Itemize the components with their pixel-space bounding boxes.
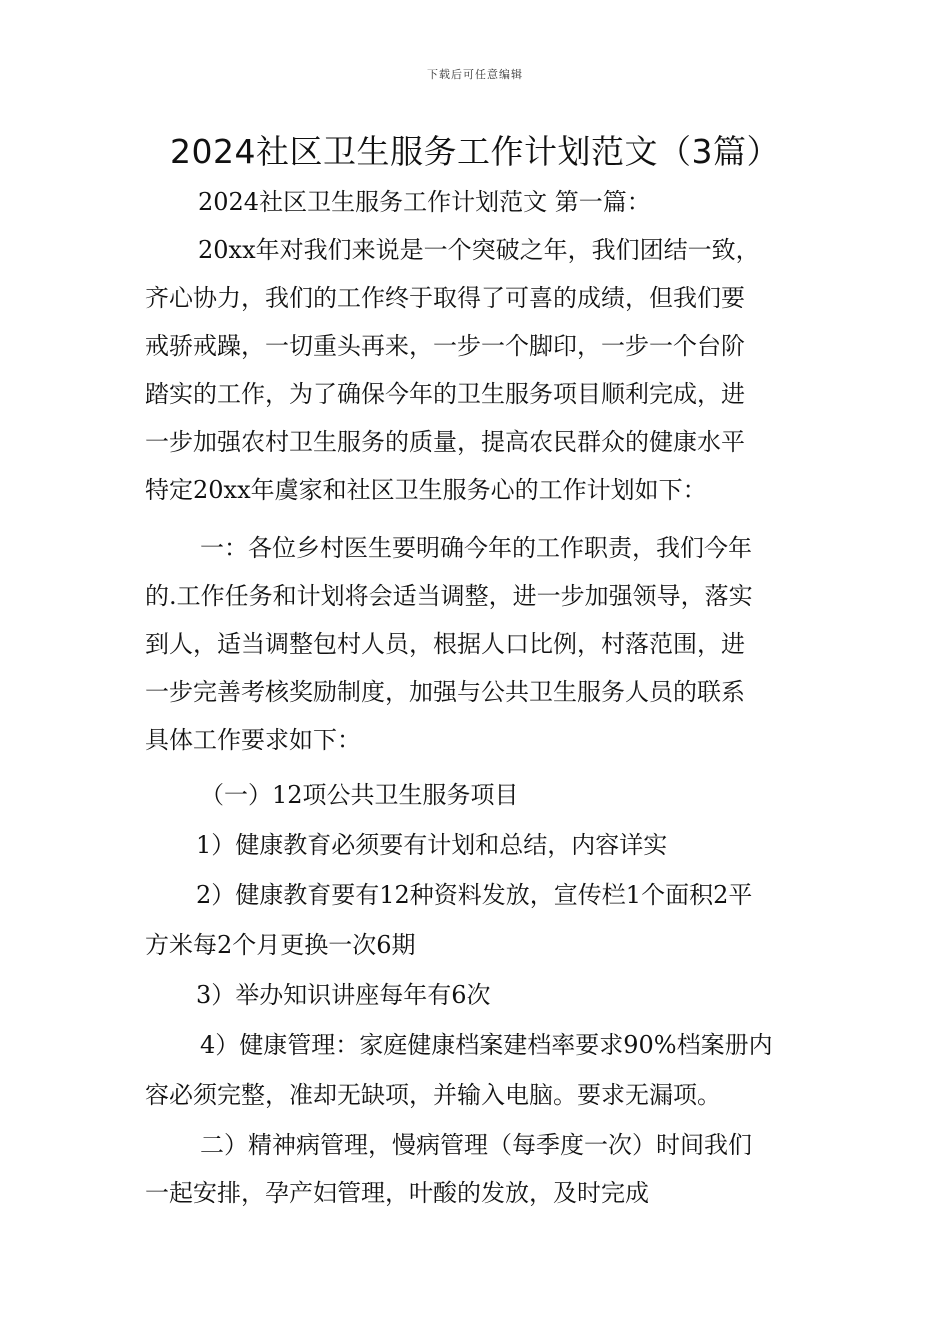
list-item-continuation: 容必须完整，准却无缺项，并输入电脑。要求无漏项。 (145, 1081, 721, 1109)
list-item-continuation: 方米每2个月更换一次6期 (145, 931, 416, 959)
paragraph-line: 到人，适当调整包村人员，根据人口比例，村落范围，进 (145, 630, 745, 658)
document-title: 2024社区卫生服务工作计划范文（3篇） (170, 132, 780, 171)
paragraph-line: 戒骄戒躁，一切重头再来，一步一个脚印，一步一个台阶 (145, 332, 745, 360)
paragraph-line: 一步加强农村卫生服务的质量，提高农民群众的健康水平 (145, 428, 745, 456)
paragraph-line: 一：各位乡村医生要明确今年的工作职责，我们今年 (200, 534, 752, 562)
list-item: 3）举办知识讲座每年有6次 (196, 981, 491, 1009)
paragraph-line: 具体工作要求如下： (145, 726, 361, 754)
paragraph-line: 一步完善考核奖励制度，加强与公共卫生服务人员的联系 (145, 678, 745, 706)
paragraph-line: 二）精神病管理，慢病管理（每季度一次）时间我们 (200, 1131, 752, 1159)
list-item: 1）健康教育必须要有计划和总结，内容详实 (196, 831, 668, 859)
header-note: 下载后可任意编辑 (427, 68, 523, 81)
paragraph-line: 一起安排，孕产妇管理，叶酸的发放，及时完成 (145, 1179, 649, 1207)
list-item: 4）健康管理：家庭健康档案建档率要求90%档案册内 (200, 1031, 773, 1059)
paragraph-line: 齐心协力，我们的工作终于取得了可喜的成绩，但我们要 (145, 284, 745, 312)
paragraph-line: 的.工作任务和计划将会适当调整，进一步加强领导，落实 (145, 582, 753, 610)
paragraph-line: 特定20xx年虞家和社区卫生服务心的工作计划如下： (145, 476, 707, 504)
section-heading: 2024社区卫生服务工作计划范文 第一篇： (198, 188, 651, 216)
list-heading: （一）12项公共卫生服务项目 (200, 781, 519, 809)
list-item: 2）健康教育要有12种资料发放，宣传栏1个面积2平 (196, 881, 753, 909)
paragraph-line: 踏实的工作，为了确保今年的卫生服务项目顺利完成，进 (145, 380, 745, 408)
paragraph-line: 20xx年对我们来说是一个突破之年，我们团结一致， (198, 236, 760, 264)
